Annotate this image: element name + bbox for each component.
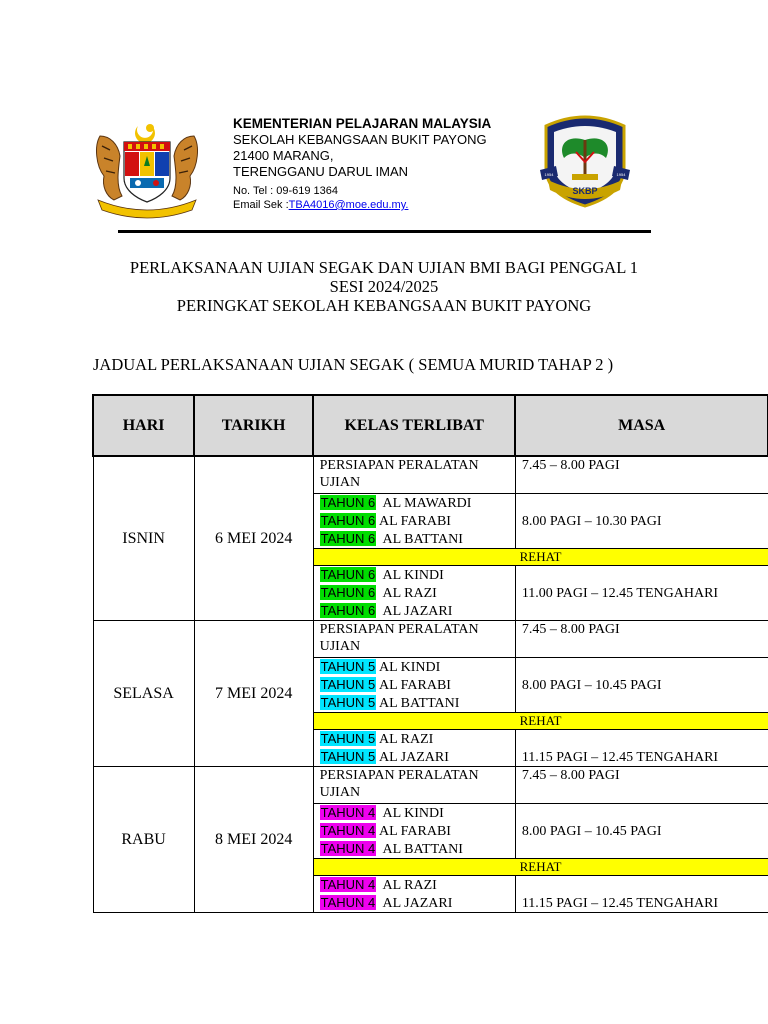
- class-name: AL FARABI: [379, 678, 451, 693]
- prep-class-cell: PERSIAPAN PERALATAN UJIAN: [313, 621, 515, 658]
- class-line: [320, 602, 511, 620]
- crest-initials: SKBP: [572, 186, 598, 196]
- class-list-cell: [313, 494, 515, 549]
- year-tag: TAHUN 4: [320, 877, 376, 892]
- class-line: [320, 584, 511, 602]
- prep-time-cell: 7.45 – 8.00 PAGI: [515, 767, 768, 804]
- schedule-table: [92, 394, 768, 913]
- class-line: [320, 530, 511, 548]
- table-row: [93, 767, 768, 804]
- class-name: AL RAZI: [379, 878, 437, 893]
- class-line: [320, 694, 511, 712]
- class-name: AL BATTANI: [379, 532, 463, 547]
- class-name: AL JAZARI: [379, 896, 453, 911]
- class-name: AL JAZARI: [379, 604, 453, 619]
- header-hari: HARI: [93, 395, 194, 456]
- time-cell: 8.00 PAGI – 10.45 PAGI: [515, 658, 768, 713]
- class-list-cell: [313, 658, 515, 713]
- year-tag: TAHUN 6: [320, 513, 376, 528]
- coat-of-arms-logo: [92, 116, 202, 220]
- class-name: AL RAZI: [379, 586, 437, 601]
- year-tag: TAHUN 5: [320, 695, 376, 710]
- postcode-town: 21400 MARANG,: [233, 148, 334, 163]
- break-label: REHAT: [313, 713, 768, 730]
- header-kelas: KELAS TERLIBAT: [313, 395, 515, 456]
- class-line: [320, 876, 511, 894]
- day-cell: SELASA: [93, 621, 194, 767]
- year-tag: TAHUN 5: [320, 677, 376, 692]
- class-name: AL JAZARI: [379, 750, 449, 765]
- ministry-name: KEMENTERIAN PELAJARAN MALAYSIA: [233, 116, 492, 131]
- class-name: AL FARABI: [379, 514, 451, 529]
- class-line: [320, 512, 511, 530]
- prep-time-cell: 7.45 – 8.00 PAGI: [515, 621, 768, 658]
- date-cell: 7 MEI 2024: [194, 621, 313, 767]
- school-crest-logo: [536, 112, 634, 208]
- year-tag: TAHUN 5: [320, 659, 376, 674]
- year-tag: TAHUN 5: [320, 731, 376, 746]
- phone-number: No. Tel : 09-619 1364: [233, 185, 338, 197]
- class-name: AL KINDI: [379, 660, 441, 675]
- header-masa: MASA: [515, 395, 768, 456]
- school-contact-block: [233, 116, 491, 212]
- day-cell: RABU: [93, 767, 194, 913]
- table-row: [93, 456, 768, 494]
- header-tarikh: TARIKH: [194, 395, 313, 456]
- class-name: AL KINDI: [379, 806, 444, 821]
- class-line: [320, 494, 511, 512]
- class-name: AL BATTANI: [379, 842, 463, 857]
- class-line: [320, 730, 511, 748]
- document-title: [0, 258, 768, 315]
- crest-year-left: 1954: [544, 172, 554, 177]
- class-line: [320, 894, 511, 912]
- day-cell: ISNIN: [93, 456, 194, 621]
- email-label: Email Sek :: [233, 199, 289, 211]
- year-tag: TAHUN 6: [320, 567, 376, 582]
- date-cell: 6 MEI 2024: [194, 456, 313, 621]
- class-line: [320, 676, 511, 694]
- break-label: REHAT: [313, 859, 768, 876]
- class-line: [320, 566, 511, 584]
- title-line-1: PERLAKSANAAN UJIAN SEGAK DAN UJIAN BMI BAGI PENGGAL 1: [129, 258, 639, 277]
- year-tag: TAHUN 4: [320, 841, 376, 856]
- prep-time-cell: 7.45 – 8.00 PAGI: [515, 456, 768, 494]
- class-name: AL RAZI: [379, 732, 434, 747]
- school-name: SEKOLAH KEBANGSAAN BUKIT PAYONG: [233, 132, 487, 147]
- email-line: [233, 198, 491, 212]
- break-label: REHAT: [313, 549, 768, 566]
- prep-class-cell: PERSIAPAN PERALATAN UJIAN: [313, 767, 515, 804]
- class-name: AL BATTANI: [379, 696, 460, 711]
- class-line: [320, 658, 511, 676]
- class-list-cell: [313, 804, 515, 859]
- schedule-subtitle: JADUAL PERLAKSANAAN UJIAN SEGAK ( SEMUA MURID TAHAP 2 ): [93, 355, 614, 374]
- header-divider: [118, 230, 651, 233]
- state-name: TERENGGANU DARUL IMAN: [233, 164, 409, 179]
- title-line-2: SESI 2024/2025: [329, 277, 439, 296]
- year-tag: TAHUN 4: [320, 805, 376, 820]
- year-tag: TAHUN 6: [320, 531, 376, 546]
- email-link[interactable]: TBA4016@moe.edu.my.: [288, 199, 409, 211]
- table-header-row: [93, 395, 768, 456]
- year-tag: TAHUN 5: [320, 749, 376, 764]
- class-line: [320, 748, 511, 766]
- class-line: [320, 804, 511, 822]
- year-tag: TAHUN 4: [320, 823, 376, 838]
- date-cell: 8 MEI 2024: [194, 767, 313, 913]
- title-line-3: PERINGKAT SEKOLAH KEBANGSAAN BUKIT PAYONG: [176, 296, 592, 315]
- class-name: AL FARABI: [379, 824, 451, 839]
- class-line: [320, 822, 511, 840]
- class-list-cell: [313, 566, 515, 621]
- time-cell: 8.00 PAGI – 10.30 PAGI: [515, 494, 768, 549]
- year-tag: TAHUN 6: [320, 495, 376, 510]
- letterhead: [0, 112, 768, 222]
- time-cell: 11.15 PAGI – 12.45 TENGAHARI: [515, 876, 768, 913]
- year-tag: TAHUN 4: [320, 895, 376, 910]
- table-row: [93, 621, 768, 658]
- class-name: AL KINDI: [379, 568, 444, 583]
- crest-year-right: 1954: [616, 172, 626, 177]
- time-cell: 11.15 PAGI – 12.45 TENGAHARI: [515, 730, 768, 767]
- class-line: [320, 840, 511, 858]
- class-list-cell: [313, 876, 515, 913]
- year-tag: TAHUN 6: [320, 585, 376, 600]
- prep-class-cell: PERSIAPAN PERALATAN UJIAN: [313, 456, 515, 494]
- time-cell: 8.00 PAGI – 10.45 PAGI: [515, 804, 768, 859]
- class-name: AL MAWARDI: [379, 496, 472, 511]
- class-list-cell: [313, 730, 515, 767]
- time-cell: 11.00 PAGI – 12.45 TENGAHARI: [515, 566, 768, 621]
- year-tag: TAHUN 6: [320, 603, 376, 618]
